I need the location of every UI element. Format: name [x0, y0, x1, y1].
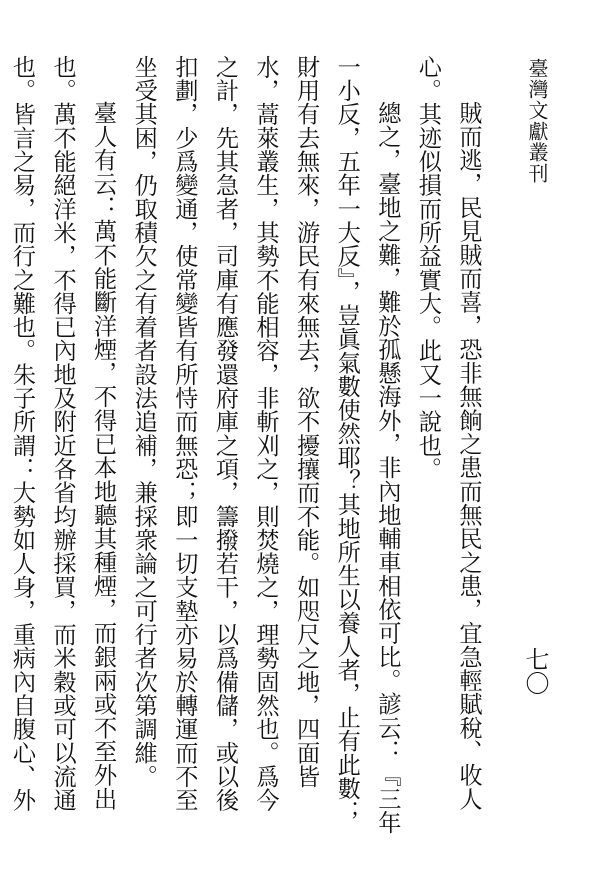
paragraph-2: 總之，臺地之難，難於孤懸海外，非內地輔車相依可比。諺云：『三年一小反，五年一大反』，豈眞氣數使然耶？其地所生以養人者，止有此數；財用有去無來，游民有來無去，欲不擾攘而不能。如咫尺之地，四面皆水，蒿萊叢生，其勢不能相容，非斬刈之，則焚燒之，理勢固然也。爲今之計，先其急者，司庫有應發還府庫之項，籌撥若干，以爲備儲，或以後扣劃，少爲變通，使常變皆有所恃而無恐；即一切支墊亦易於轉運而不至坐受其困，仍取積欠之有着者設法追補，兼採衆論之可行者次第調維。 [130, 55, 401, 835]
paragraph-3: 臺人有云：萬不能斷洋煙，不得已本地聽其種煙，而銀兩或不至外出也。萬不能絕洋米，不得已內地及附近各省均辦採買，而米穀或可以流通也。皆言之易，而行之難也。朱子所謂：大勢如人身，重病內自腹心、外 [8, 55, 117, 812]
running-head: 臺灣文獻叢刊 [525, 58, 549, 184]
body-text [8, 55, 488, 835]
paragraph-1: 賊而逃，民見賊而喜，恐非無餉之患而無民之患，宜急輕賦稅、收人心。其迹似損而所益實大。此又一說也。 [414, 55, 482, 811]
page-number: 七〇 [521, 647, 549, 695]
